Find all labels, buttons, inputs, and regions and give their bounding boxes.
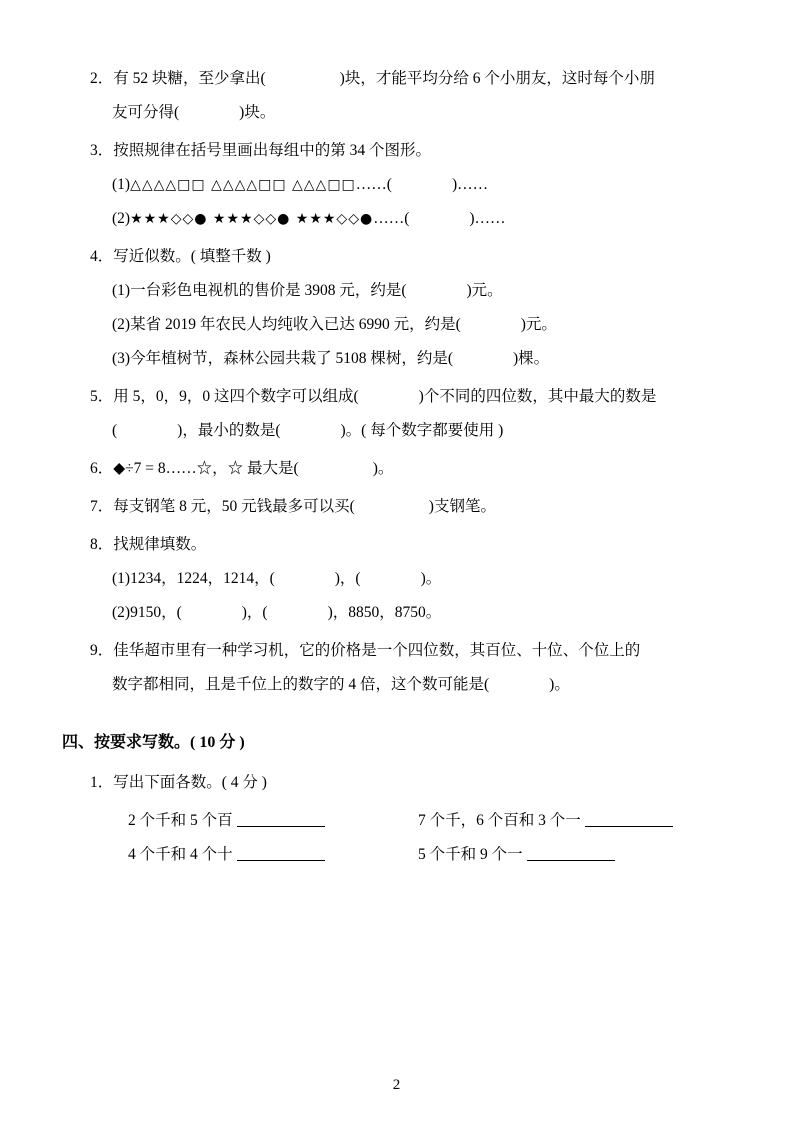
question-6 — [62, 452, 731, 486]
question-2 — [62, 62, 731, 130]
question-2-line-2 — [62, 96, 731, 130]
shape-sequence: △△△△□□ △△△△□□ △△△□□ — [130, 177, 356, 193]
item-label: (1) — [112, 282, 131, 299]
section-4-sub-1-stem: 1．写出下面各数。( 4 分 ) — [90, 774, 267, 791]
question-2-text-d: )块。 — [239, 104, 276, 121]
section-title: 四、按要求写数。 — [62, 734, 191, 751]
question-5-line-2 — [62, 414, 731, 448]
write-number-text: 7 个千，6 个百和 3 个一 — [418, 812, 581, 829]
question-9-text-a: 数字都相同，且是千位上的数字的 4 倍，这个数可能是( — [112, 676, 490, 693]
question-5-text-d: )，最小的数是( — [177, 422, 281, 439]
item-mid: )，( — [241, 604, 268, 621]
question-6-text-after: )。 — [372, 460, 394, 477]
answer-underline[interactable] — [237, 845, 325, 861]
question-9-line-2 — [62, 668, 731, 702]
question-5-text-b: )个不同的四位数，其中最大的数是 — [418, 388, 657, 405]
question-3-item-2 — [62, 202, 731, 236]
question-4 — [62, 240, 731, 376]
question-8-stem: 8．找规律填数。 — [90, 536, 207, 553]
write-number-cell — [128, 838, 418, 872]
question-7-text: 7．每支钢笔 8 元，50 元钱最多可以买( — [90, 498, 355, 515]
item-label: (1) — [112, 570, 131, 587]
item-text-after: )元。 — [520, 316, 557, 333]
section-score: ( 10 分 ) — [190, 734, 245, 751]
item-text: 9150，( — [130, 604, 182, 621]
question-7 — [62, 490, 731, 524]
question-9-text-b: )。 — [549, 676, 570, 693]
write-number-row-2 — [62, 838, 731, 872]
question-2-text-a: 2．有 52 块糖，至少拿出( — [90, 70, 266, 87]
question-2-text-b: )块，才能平均分给 6 个小朋友，这时每个小朋 — [339, 70, 655, 87]
write-number-cell — [128, 804, 418, 838]
item-label: (2) — [112, 604, 131, 621]
question-4-stem: 4．写近似数。( 填整千数 ) — [90, 248, 271, 265]
question-5-text-a: 5．用 5，0，9，0 这四个数字可以组成( — [90, 388, 359, 405]
sequence-tail-after: )…… — [451, 176, 489, 193]
item-text: 1234，1224，1214，( — [130, 570, 275, 587]
question-2-line-1 — [62, 62, 731, 96]
shape-sequence: ★★★◇◇● ★★★◇◇● ★★★◇◇● — [130, 211, 374, 227]
answer-underline[interactable] — [585, 811, 673, 827]
write-number-cell — [418, 838, 708, 872]
sequence-tail: ……( — [355, 176, 392, 193]
question-3 — [62, 134, 731, 236]
item-mid: )，( — [334, 570, 361, 587]
question-4-item-3 — [62, 342, 731, 376]
item-text-after: )。 — [420, 570, 442, 587]
question-2-text-c: 友可分得( — [112, 104, 180, 121]
item-text-after: )，8850，8750。 — [327, 604, 442, 621]
question-8-item-1 — [62, 562, 731, 596]
section-heading-4 — [62, 728, 731, 758]
question-3-stem: 3．按照规律在括号里画出每组中的第 34 个图形。 — [90, 142, 432, 159]
item-text-after: )元。 — [466, 282, 503, 299]
question-8-item-2 — [62, 596, 731, 630]
item-text: 某省 2019 年农民人均纯收入已达 6990 元，约是( — [130, 316, 461, 333]
sequence-tail-after: )…… — [469, 210, 506, 227]
write-number-cell — [418, 804, 708, 838]
question-9 — [62, 634, 731, 702]
answer-underline[interactable] — [527, 845, 615, 861]
page-content — [62, 62, 731, 872]
item-label: (2) — [112, 316, 131, 333]
item-label: (2) — [112, 210, 131, 227]
question-8 — [62, 528, 731, 630]
question-5-text-e: )。( 每个数字都要使用 ) — [340, 422, 504, 439]
question-9-line-1: 9．佳华超市里有一种学习机，它的价格是一个四位数，其百位、十位、个位上的 — [90, 642, 641, 659]
item-text: 一台彩色电视机的售价是 3908 元，约是( — [130, 282, 407, 299]
question-5-text-c: ( — [112, 422, 118, 439]
item-text-after: )棵。 — [513, 350, 550, 367]
sequence-tail: ……( — [373, 210, 410, 227]
question-4-item-1 — [62, 274, 731, 308]
write-number-text: 5 个千和 9 个一 — [418, 846, 523, 863]
write-number-row-1 — [62, 804, 731, 838]
question-5-line-1 — [62, 380, 731, 414]
write-number-text: 4 个千和 4 个十 — [128, 846, 233, 863]
answer-underline[interactable] — [237, 811, 325, 827]
item-label: (1) — [112, 176, 131, 193]
question-7-text-after: )支钢笔。 — [428, 498, 496, 515]
question-6-text: 6．◆÷7 = 8……☆，☆ 最大是( — [90, 460, 299, 477]
item-label: (3) — [112, 350, 131, 367]
write-number-text: 2 个千和 5 个百 — [128, 812, 233, 829]
question-4-item-2 — [62, 308, 731, 342]
page-number: 2 — [392, 1077, 401, 1093]
question-5 — [62, 380, 731, 448]
item-text: 今年植树节，森林公园共栽了 5108 棵树，约是( — [130, 350, 453, 367]
question-3-item-1 — [62, 168, 731, 202]
